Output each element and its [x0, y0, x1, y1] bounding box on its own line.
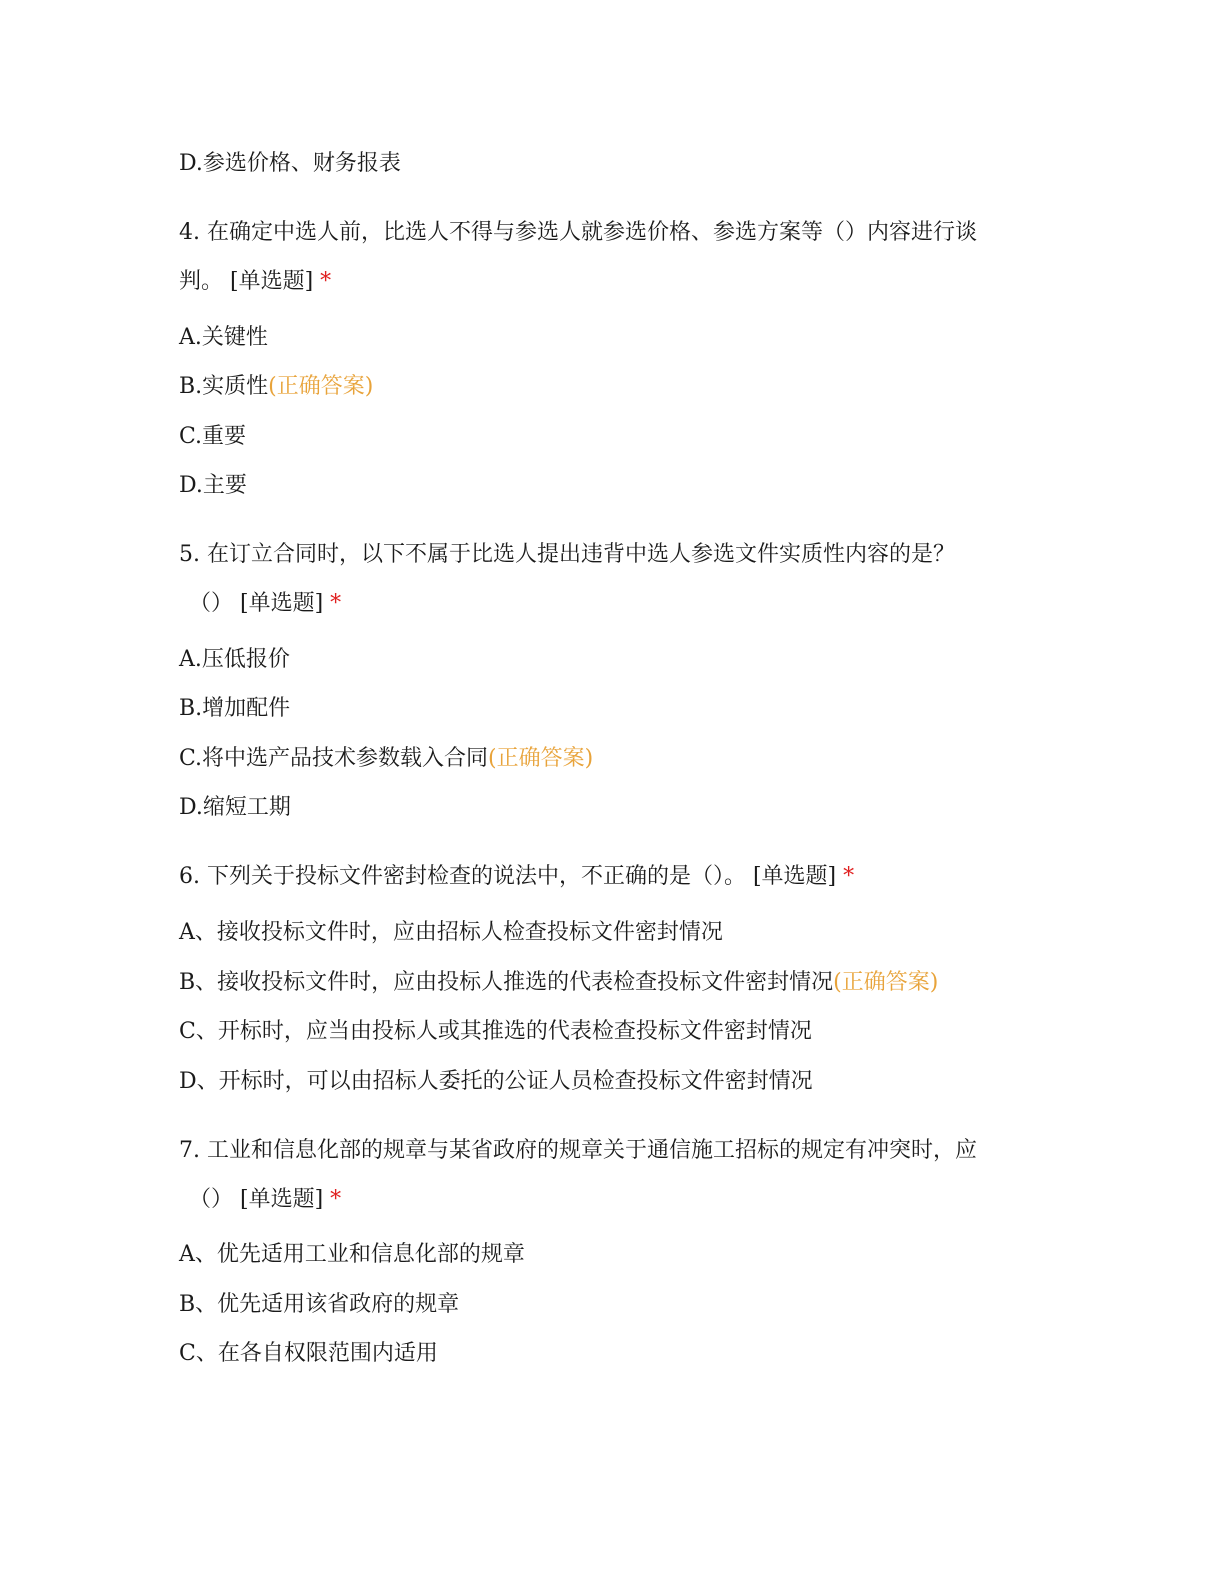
question-type-label: （） [单选题] * — [189, 1187, 342, 1212]
correct-answer-marker: (正确答案) — [488, 746, 594, 771]
option-text: B.增加配件 — [179, 696, 291, 721]
option-text: B、接收投标文件时，应由投标人推选的代表检查投标文件密封情况(正确答案) — [179, 970, 939, 995]
option-text: C.重要 — [179, 424, 247, 449]
option-text: A、接收投标文件时，应由招标人检查投标文件密封情况 — [179, 920, 723, 945]
option-text: C、开标时，应当由投标人或其推选的代表检查投标文件密封情况 — [179, 1019, 812, 1044]
option-text: A.关键性 — [179, 325, 268, 350]
question-text: 5. 在订立合同时，以下不属于比选人提出违背中选人参选文件实质性内容的是？ — [179, 542, 955, 567]
option-text: C、在各自权限范围内适用 — [179, 1341, 438, 1366]
option-text: D.参选价格、财务报表 — [179, 151, 401, 176]
option-text: D.主要 — [179, 473, 247, 498]
option-text: B.实质性(正确答案) — [179, 374, 374, 399]
question-type-label: （） [单选题] * — [189, 591, 342, 616]
correct-answer-marker: (正确答案) — [833, 970, 939, 995]
option-text: B、优先适用该省政府的规章 — [179, 1292, 460, 1317]
question-text: 6. 下列关于投标文件密封检查的说法中，不正确的是（）。 [单选题] * — [179, 864, 855, 889]
required-asterisk: * — [330, 1187, 342, 1212]
required-asterisk: * — [843, 864, 855, 889]
question-type-label: 判。 [单选题] * — [179, 269, 332, 294]
question-text: 7. 工业和信息化部的规章与某省政府的规章关于通信施工招标的规定有冲突时，应 — [179, 1138, 977, 1163]
option-text: C.将中选产品技术参数载入合同(正确答案) — [179, 746, 594, 771]
option-text: A、优先适用工业和信息化部的规章 — [179, 1242, 525, 1267]
correct-answer-marker: (正确答案) — [268, 374, 374, 399]
option-text: A.压低报价 — [179, 647, 290, 672]
question-text: 4. 在确定中选人前，比选人不得与参选人就参选价格、参选方案等（）内容进行谈 — [179, 220, 977, 245]
required-asterisk: * — [330, 591, 342, 616]
required-asterisk: * — [320, 269, 332, 294]
option-text: D.缩短工期 — [179, 795, 291, 820]
option-text: D、开标时，可以由招标人委托的公证人员检查投标文件密封情况 — [179, 1069, 813, 1094]
